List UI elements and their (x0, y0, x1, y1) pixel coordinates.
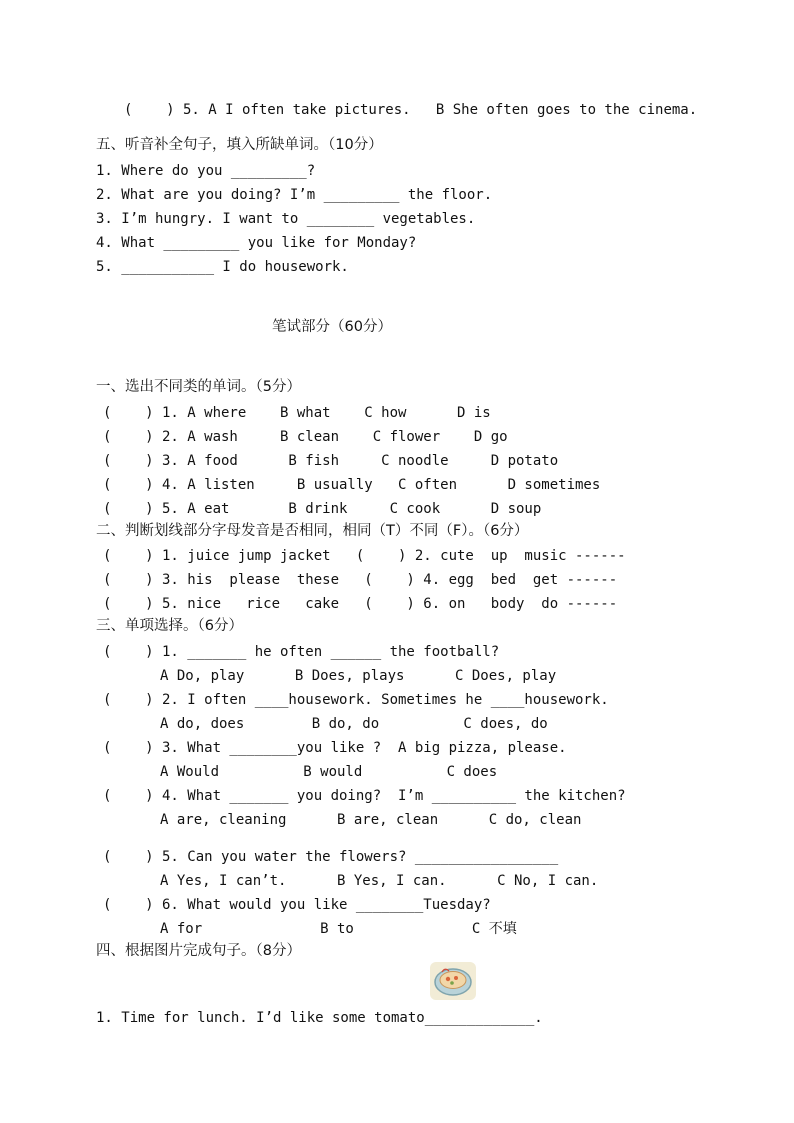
part3-q3-options: A Would B would C does (160, 764, 498, 780)
part3-q6: ( ) 6. What would you like ________Tuesday? (103, 897, 491, 913)
part1-item-4: ( ) 4. A listen B usually C often D sometimes (103, 477, 601, 493)
soup-bowl-icon (430, 962, 476, 1000)
part1-item-1: ( ) 1. A where B what C how D is (103, 405, 491, 421)
part1-item-2: ( ) 2. A wash B clean C flower D go (103, 429, 508, 445)
part1-title: 一、选出不同类的单词。（5分） (96, 379, 301, 395)
part3-q3: ( ) 3. What ________you like ? A big pizza, please. (103, 740, 567, 756)
fill-item-2: 2. What are you doing? I’m _________ the floor. (96, 187, 493, 203)
part4-item-1: 1. Time for lunch. I’d like some tomato_____________. (96, 1010, 543, 1026)
soup-bowl-picture (430, 962, 476, 1000)
fill-item-5: 5. ___________ I do housework. (96, 259, 349, 275)
part1-item-5: ( ) 5. A eat B drink C cook D soup (103, 501, 542, 517)
section-5-title: 五、听音补全句子，填入所缺单词。（10分） (96, 137, 383, 153)
part1-item-3: ( ) 3. A food B fish C noodle D potato (103, 453, 559, 469)
listening-q5: ( ) 5. A I often take pictures. B She often goes to the cinema. (124, 102, 698, 118)
part3-q4-options: A are, cleaning B are, clean C do, clean (160, 812, 582, 828)
part3-q5-options: A Yes, I can’t. B Yes, I can. C No, I can. (160, 873, 599, 889)
fill-item-1: 1. Where do you _________? (96, 163, 316, 179)
part2-item-1: ( ) 1. juice jump jacket ( ) 2. cute up music ------ (103, 548, 626, 564)
part3-q5: ( ) 5. Can you water the flowers? _________________ (103, 849, 559, 865)
fill-item-4: 4. What _________ you like for Monday? (96, 235, 417, 251)
part2-item-2: ( ) 3. his please these ( ) 4. egg bed get ------ (103, 572, 618, 588)
part4-title: 四、根据图片完成句子。（8分） (96, 943, 301, 959)
written-section-title: 笔试部分（60分） (272, 319, 392, 335)
part3-q6-options: A for B to C 不填 (160, 921, 517, 937)
part2-item-3: ( ) 5. nice rice cake ( ) 6. on body do ------ (103, 596, 618, 612)
part3-q1: ( ) 1. _______ he often ______ the football? (103, 644, 500, 660)
fill-item-3: 3. I’m hungry. I want to ________ vegetables. (96, 211, 476, 227)
part3-q4: ( ) 4. What _______ you doing? I’m __________ the kitchen? (103, 788, 626, 804)
part3-q2-options: A do, does B do, do C does, do (160, 716, 548, 732)
part3-q2: ( ) 2. I often ____housework. Sometimes he ____housework. (103, 692, 609, 708)
part3-q1-options: A Do, play B Does, plays C Does, play (160, 668, 557, 684)
part3-title: 三、单项选择。（6分） (96, 618, 243, 634)
part2-title: 二、判断划线部分字母发音是否相同，相同（T）不同（F）。（6分） (96, 523, 529, 539)
